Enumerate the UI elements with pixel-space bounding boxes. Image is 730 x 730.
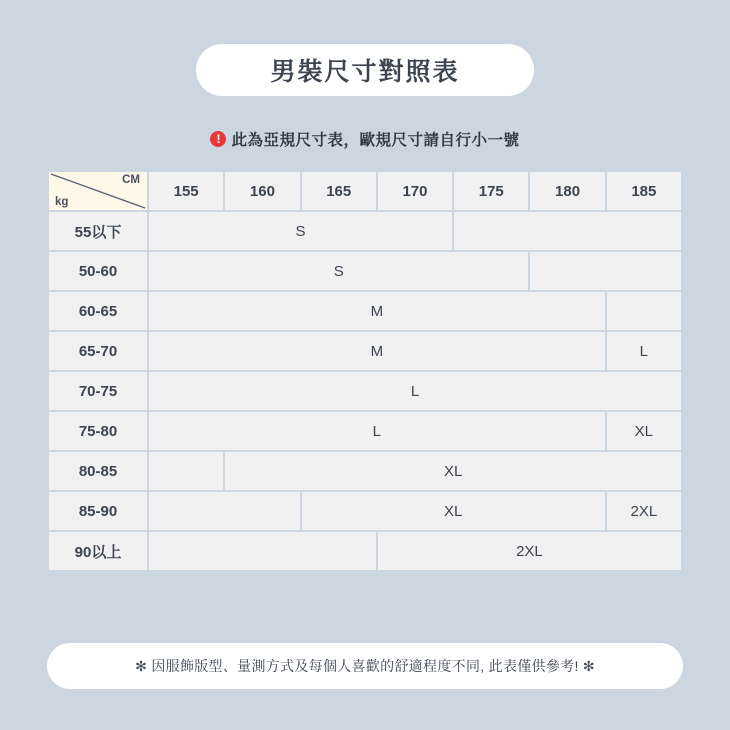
size-cell-XL: XL (302, 492, 605, 530)
axis-label-cm: CM (122, 174, 140, 186)
size-cell-empty (149, 492, 300, 530)
table-row (49, 452, 681, 490)
size-cell-2XL: 2XL (378, 532, 681, 570)
size-cell-S: S (149, 252, 528, 290)
table-header-row (49, 172, 681, 210)
size-cell-empty (149, 452, 223, 490)
page-title: 男裝尺寸對照表 (270, 58, 460, 86)
table-row (49, 212, 681, 250)
column-header-170: 170 (378, 172, 452, 210)
column-header-165: 165 (302, 172, 376, 210)
row-header-70-75: 70-75 (49, 372, 147, 410)
size-cell-S: S (149, 212, 452, 250)
row-header-90以上: 90以上 (49, 532, 147, 570)
size-table-wrapper (47, 170, 683, 572)
column-header-155: 155 (149, 172, 223, 210)
column-header-160: 160 (225, 172, 299, 210)
size-cell-empty (149, 532, 376, 570)
size-table (47, 170, 683, 572)
row-header-85-90: 85-90 (49, 492, 147, 530)
size-cell-2XL: 2XL (607, 492, 681, 530)
table-row (49, 372, 681, 410)
size-cell-L: L (607, 332, 681, 370)
row-header-80-85: 80-85 (49, 452, 147, 490)
size-cell-M: M (149, 332, 605, 370)
column-header-180: 180 (530, 172, 604, 210)
row-header-75-80: 75-80 (49, 412, 147, 450)
size-cell-empty (454, 212, 681, 250)
table-row (49, 412, 681, 450)
column-header-185: 185 (607, 172, 681, 210)
size-cell-L: L (149, 412, 605, 450)
footer-note: ✻ 因服飾版型、量測方式及每個人喜歡的舒適程度不同, 此表僅供參考! ✻ (135, 658, 595, 674)
size-cell-empty (530, 252, 681, 290)
exclamation-circle-icon: ! (210, 131, 226, 147)
footer-note-card (47, 643, 683, 689)
table-row (49, 292, 681, 330)
size-cell-XL: XL (225, 452, 681, 490)
table-row (49, 532, 681, 570)
table-row (49, 492, 681, 530)
size-cell-empty (607, 292, 681, 330)
table-row (49, 252, 681, 290)
row-header-60-65: 60-65 (49, 292, 147, 330)
axis-corner-cell (49, 172, 147, 210)
notice-banner (0, 128, 730, 150)
page-title-card (196, 44, 534, 96)
axis-label-kg: kg (55, 196, 69, 208)
table-row (49, 332, 681, 370)
size-cell-XL: XL (607, 412, 681, 450)
row-header-50-60: 50-60 (49, 252, 147, 290)
notice-text: 此為亞規尺寸表，歐規尺寸請自行小一號 (231, 132, 520, 149)
size-cell-L: L (149, 372, 681, 410)
size-cell-M: M (149, 292, 605, 330)
row-header-65-70: 65-70 (49, 332, 147, 370)
column-header-175: 175 (454, 172, 528, 210)
row-header-55以下: 55以下 (49, 212, 147, 250)
